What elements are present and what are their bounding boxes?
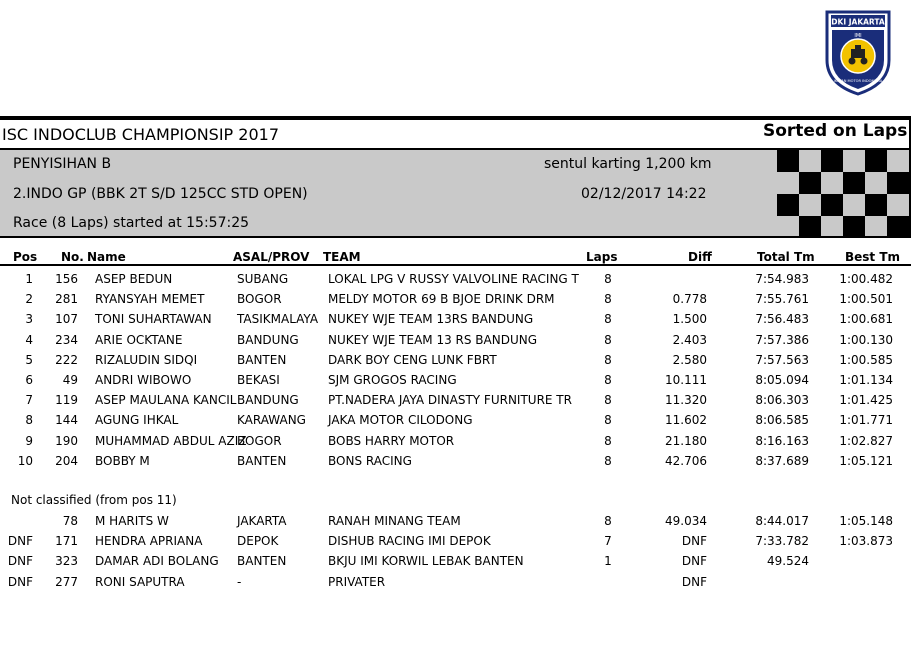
cell-pos: 4 bbox=[25, 332, 33, 347]
checker-square bbox=[843, 172, 865, 194]
cell-best: 1:00.585 bbox=[839, 352, 893, 367]
cell-best: 1:02.827 bbox=[839, 433, 893, 448]
title-top-rule bbox=[0, 116, 911, 120]
cell-asal: BANTEN bbox=[237, 453, 287, 468]
race-start: Race (8 Laps) started at 15:57:25 bbox=[13, 215, 250, 231]
cell-laps: 1 bbox=[604, 554, 612, 569]
cell-laps: 7 bbox=[604, 534, 612, 549]
cell-no: 190 bbox=[55, 433, 78, 448]
checker-square bbox=[887, 172, 909, 194]
col-best: Best Tm bbox=[845, 250, 901, 264]
col-name: Name bbox=[87, 250, 126, 264]
checker-square bbox=[865, 150, 887, 172]
cell-team: PRIVATER bbox=[328, 574, 386, 589]
cell-best: 1:00.501 bbox=[839, 292, 893, 307]
cell-no: 204 bbox=[55, 453, 78, 468]
logo-ring-text: IKATAN MOTOR INDONESIA bbox=[833, 79, 883, 83]
cell-team: BOBS HARRY MOTOR bbox=[328, 433, 455, 448]
cell-no: 78 bbox=[62, 514, 78, 528]
cell-diff: 21.180 bbox=[665, 433, 707, 448]
cell-diff: 11.320 bbox=[665, 393, 707, 408]
cell-name: ASEP BEDUN bbox=[95, 272, 173, 286]
cell-laps: 8 bbox=[604, 312, 612, 327]
cell-laps: 8 bbox=[604, 413, 612, 428]
checker-square bbox=[799, 172, 821, 194]
cell-name: RONI SAPUTRA bbox=[95, 574, 185, 589]
cell-name: TONI SUHARTAWAN bbox=[95, 312, 212, 327]
cell-name: DAMAR ADI BOLANG bbox=[95, 554, 219, 569]
cell-team: BONS RACING bbox=[328, 453, 412, 468]
cell-team: RANAH MINANG TEAM bbox=[328, 514, 461, 528]
cell-name: HENDRA APRIANA bbox=[95, 534, 203, 549]
cell-best: 1:00.130 bbox=[839, 332, 893, 347]
cell-name: ARIE OCKTANE bbox=[95, 332, 183, 347]
cell-total: 7:33.782 bbox=[755, 534, 809, 549]
cell-asal: BANDUNG bbox=[237, 332, 299, 347]
checker-square bbox=[821, 150, 843, 172]
cell-best: 1:00.482 bbox=[839, 272, 893, 286]
logo-mid-text: IMI bbox=[854, 33, 862, 39]
cell-team: PT.NADERA JAYA DINASTY FURNITURE TR bbox=[328, 393, 572, 408]
imi-dki-jakarta-logo bbox=[823, 8, 893, 96]
cell-laps: 8 bbox=[604, 332, 612, 347]
cell-no: 119 bbox=[55, 393, 78, 408]
checker-square bbox=[887, 216, 909, 238]
cell-asal: BANTEN bbox=[237, 352, 287, 367]
cell-diff: DNF bbox=[681, 554, 707, 569]
cell-no: 144 bbox=[55, 413, 78, 428]
session-name: PENYISIHAN B bbox=[13, 156, 112, 172]
cell-total: 7:57.563 bbox=[755, 352, 809, 367]
cell-asal: SUBANG bbox=[237, 272, 289, 286]
cell-asal: KARAWANG bbox=[237, 413, 306, 428]
checker-square bbox=[799, 216, 821, 238]
cell-no: 281 bbox=[55, 292, 78, 307]
cell-pos: 9 bbox=[25, 433, 33, 448]
cell-team: NUKEY WJE TEAM 13RS BANDUNG bbox=[328, 312, 534, 327]
cell-laps: 8 bbox=[604, 272, 612, 286]
sort-label: Sorted on Laps bbox=[763, 121, 908, 141]
cell-no: 171 bbox=[55, 534, 78, 549]
cell-laps: 8 bbox=[604, 373, 612, 387]
cell-pos: 10 bbox=[17, 453, 33, 468]
checker-square bbox=[777, 194, 799, 216]
cell-best: 1:05.121 bbox=[839, 453, 893, 468]
cell-total: 7:54.983 bbox=[755, 272, 809, 286]
cell-pos: 5 bbox=[25, 352, 33, 367]
cell-laps: 8 bbox=[604, 292, 612, 307]
cell-no: 234 bbox=[55, 332, 78, 347]
checker-square bbox=[865, 194, 887, 216]
cell-laps: 8 bbox=[604, 393, 612, 408]
not-classified-label: Not classified (from pos 11) bbox=[11, 493, 177, 507]
cell-diff: DNF bbox=[681, 534, 707, 549]
col-asal: ASAL/PROV bbox=[233, 250, 310, 264]
cell-team: NUKEY WJE TEAM 13 RS BANDUNG bbox=[328, 332, 538, 347]
cell-total: 8:05.094 bbox=[755, 373, 809, 387]
event-datetime: 02/12/2017 14:22 bbox=[581, 186, 707, 202]
cell-asal: TASIKMALAYA bbox=[237, 312, 319, 327]
col-diff: Diff bbox=[688, 250, 712, 264]
cell-total: 7:56.483 bbox=[755, 312, 809, 327]
circuit-name: sentul karting 1,200 km bbox=[544, 156, 712, 172]
cell-no: 156 bbox=[55, 272, 78, 286]
cell-total: 8:44.017 bbox=[755, 514, 809, 528]
checkered-flag bbox=[777, 150, 911, 236]
cell-asal: - bbox=[237, 574, 242, 589]
cell-asal: JAKARTA bbox=[237, 514, 287, 528]
cell-no: 277 bbox=[55, 574, 78, 589]
cell-asal: BOGOR bbox=[237, 292, 282, 307]
cell-no: 49 bbox=[62, 373, 78, 387]
cell-name: ANDRI WIBOWO bbox=[95, 373, 192, 387]
cell-diff: 2.403 bbox=[672, 332, 707, 347]
cell-total: 8:37.689 bbox=[755, 453, 809, 468]
cell-pos: 2 bbox=[25, 292, 33, 307]
cell-asal: BANDUNG bbox=[237, 393, 299, 408]
cell-best: 1:01.134 bbox=[839, 373, 893, 387]
cell-asal: BANTEN bbox=[237, 554, 287, 569]
logo-top-text: DKI JAKARTA bbox=[831, 17, 885, 27]
cell-name: RYANSYAH MEMET bbox=[95, 292, 205, 307]
checker-square bbox=[777, 150, 799, 172]
cell-laps: 8 bbox=[604, 514, 612, 528]
cell-best: 1:01.425 bbox=[839, 393, 893, 408]
cell-name: BOBBY M bbox=[95, 453, 150, 468]
cell-team: LOKAL LPG V RUSSY VALVOLINE RACING T bbox=[328, 272, 579, 286]
cell-total: 8:16.163 bbox=[755, 433, 809, 448]
cell-best: 1:05.148 bbox=[839, 514, 893, 528]
cell-total: 49.524 bbox=[767, 554, 809, 569]
checker-square bbox=[821, 194, 843, 216]
cell-pos: 7 bbox=[25, 393, 33, 408]
cell-diff: 42.706 bbox=[665, 453, 707, 468]
cell-diff: 11.602 bbox=[665, 413, 707, 428]
cell-asal: BOGOR bbox=[237, 433, 282, 448]
cell-no: 222 bbox=[55, 352, 78, 367]
cell-team: DISHUB RACING IMI DEPOK bbox=[328, 534, 491, 549]
cell-diff: 10.111 bbox=[665, 373, 707, 387]
cell-best: 1:00.681 bbox=[839, 312, 893, 327]
cell-total: 7:55.761 bbox=[755, 292, 809, 307]
cell-total: 8:06.303 bbox=[755, 393, 809, 408]
cell-total: 7:57.386 bbox=[755, 332, 809, 347]
cell-diff: 49.034 bbox=[665, 514, 707, 528]
cell-no: 323 bbox=[55, 554, 78, 569]
cell-pos: 3 bbox=[25, 312, 33, 327]
cell-pos: 8 bbox=[25, 413, 33, 428]
cell-diff: 2.580 bbox=[672, 352, 707, 367]
cell-team: BKJU IMI KORWIL LEBAK BANTEN bbox=[328, 554, 524, 569]
checker-square bbox=[843, 216, 865, 238]
cell-team: JAKA MOTOR CILODONG bbox=[328, 413, 473, 428]
cell-diff: DNF bbox=[681, 574, 707, 589]
class-name: 2.INDO GP (BBK 2T S/D 125CC STD OPEN) bbox=[13, 186, 308, 202]
cell-name: MUHAMMAD ABDUL AZIZ bbox=[95, 433, 247, 448]
cell-name: RIZALUDIN SIDQI bbox=[95, 352, 198, 367]
page-title: ISC INDOCLUB CHAMPIONSIP 2017 bbox=[2, 125, 280, 144]
cell-asal: DEPOK bbox=[237, 534, 279, 549]
cell-laps: 8 bbox=[604, 352, 612, 367]
cell-name: AGUNG IHKAL bbox=[95, 413, 179, 428]
cell-best: 1:01.771 bbox=[839, 413, 893, 428]
cell-laps: 8 bbox=[604, 453, 612, 468]
cell-no: 107 bbox=[55, 312, 78, 327]
cell-team: SJM GROGOS RACING bbox=[328, 373, 457, 387]
cell-pos: 1 bbox=[25, 272, 33, 286]
col-pos: Pos bbox=[13, 250, 38, 264]
col-no: No. bbox=[61, 250, 84, 264]
col-total: Total Tm bbox=[757, 250, 815, 264]
cell-laps: 8 bbox=[604, 433, 612, 448]
cell-pos: 6 bbox=[25, 373, 33, 387]
cell-diff: 1.500 bbox=[672, 312, 707, 327]
cell-name: M HARITS W bbox=[95, 514, 169, 528]
cell-team: MELDY MOTOR 69 B BJOE DRINK DRM bbox=[328, 292, 555, 307]
cell-team: DARK BOY CENG LUNK FBRT bbox=[328, 352, 497, 367]
header-rule bbox=[0, 264, 911, 266]
col-team: TEAM bbox=[323, 250, 361, 264]
cell-pos: DNF bbox=[7, 554, 33, 569]
cell-pos: DNF bbox=[7, 574, 33, 589]
col-laps: Laps bbox=[586, 250, 618, 264]
cell-diff: 0.778 bbox=[672, 292, 707, 307]
cell-asal: BEKASI bbox=[237, 373, 280, 387]
cell-pos: DNF bbox=[7, 534, 33, 549]
cell-total: 8:06.585 bbox=[755, 413, 809, 428]
cell-best: 1:03.873 bbox=[839, 534, 893, 549]
cell-name: ASEP MAULANA KANCIL bbox=[95, 393, 237, 408]
